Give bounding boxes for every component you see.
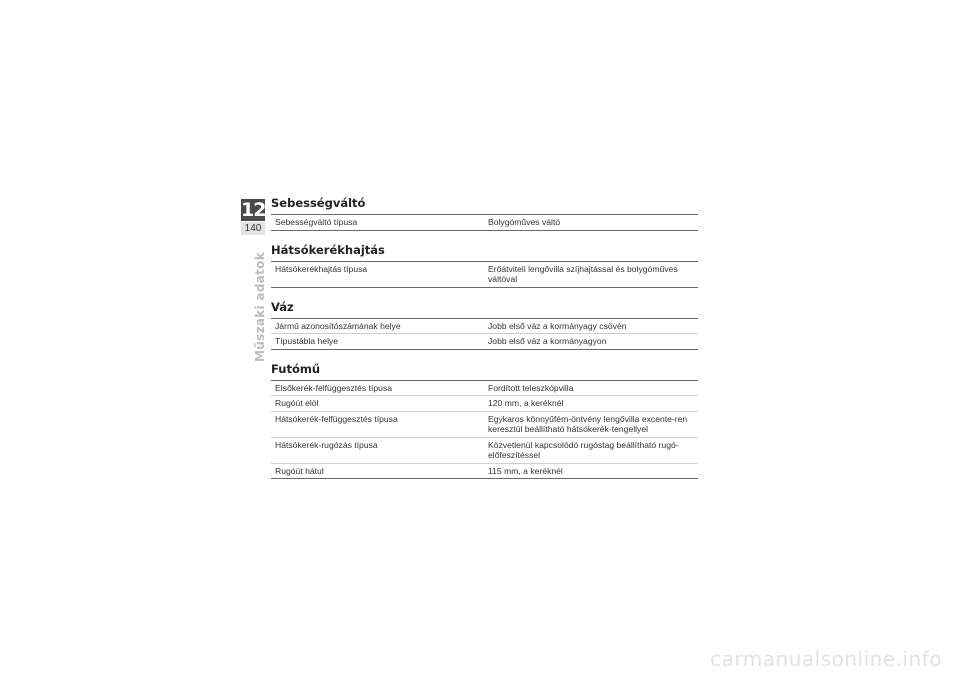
page-number: 140 xyxy=(241,222,265,235)
table-row xyxy=(271,438,698,464)
spec-label: Sebességváltó típusa xyxy=(275,217,358,227)
watermark: carmanualsonline.info xyxy=(710,647,942,671)
spec-label: Elsőkerék-felfüggesztés típusa xyxy=(275,382,393,393)
spec-label: Rugóút hátul xyxy=(275,465,324,476)
spec-table-chassis xyxy=(271,380,698,480)
spec-table-gearbox xyxy=(271,214,698,231)
table-row xyxy=(271,381,698,397)
section-rear-drive xyxy=(271,243,698,288)
spec-value: 120 mm, a keréknél xyxy=(488,398,564,408)
spec-label: Hátsókerékhajtás típusa xyxy=(275,263,368,274)
section-chassis xyxy=(271,362,698,480)
table-row xyxy=(271,412,698,438)
spec-value: Fordított teleszkópvilla xyxy=(488,382,574,393)
section-title-rear-drive: Hátsókerékhajtás xyxy=(271,242,385,257)
section-title-chassis: Futómű xyxy=(271,361,321,376)
spec-value: Jobb első váz a kormányagyon xyxy=(488,336,607,346)
table-row xyxy=(271,334,698,349)
table-row xyxy=(271,319,698,335)
section-frame xyxy=(271,300,698,350)
spec-value: 115 mm, a keréknél xyxy=(488,465,563,476)
spec-label: Rugóút elöl xyxy=(275,398,319,408)
spec-value: Közvetlenül kapcsolódó rugóstag beállítható rugó-előfeszítéssel xyxy=(488,439,679,460)
spec-content xyxy=(271,196,698,491)
chapter-side-title: Műszaki adatok xyxy=(253,252,267,362)
table-row xyxy=(271,464,698,479)
spec-value: Erőátviteli lengővilla szíjhajtással és bolygóműves váltóval xyxy=(488,263,678,284)
section-title-frame: Váz xyxy=(271,299,294,314)
spec-table-frame xyxy=(271,318,698,350)
spec-table-rear-drive xyxy=(271,261,698,288)
section-gearbox xyxy=(271,196,698,231)
section-title-gearbox: Sebességváltó xyxy=(271,196,366,210)
spec-label: Típustábla helye xyxy=(275,336,339,346)
table-row xyxy=(271,396,698,412)
spec-label: Hátsókerék-rugózás típusa xyxy=(275,439,378,450)
table-row xyxy=(271,262,698,287)
spec-value: Egykaros könnyűfém-öntvény lengővilla excente-ren keresztül beállítható hátsókerék-tengellyel xyxy=(488,413,688,434)
table-row xyxy=(271,215,698,230)
chapter-number-badge: 12 xyxy=(241,199,266,221)
spec-value: Jobb első váz a kormányagy csövén xyxy=(488,320,627,331)
spec-label: Hátsókerék-felfüggesztés típusa xyxy=(275,413,398,424)
spec-label: Jármű azonosítószámának helye xyxy=(275,320,401,331)
spec-value: Bolygóműves váltó xyxy=(488,217,561,227)
